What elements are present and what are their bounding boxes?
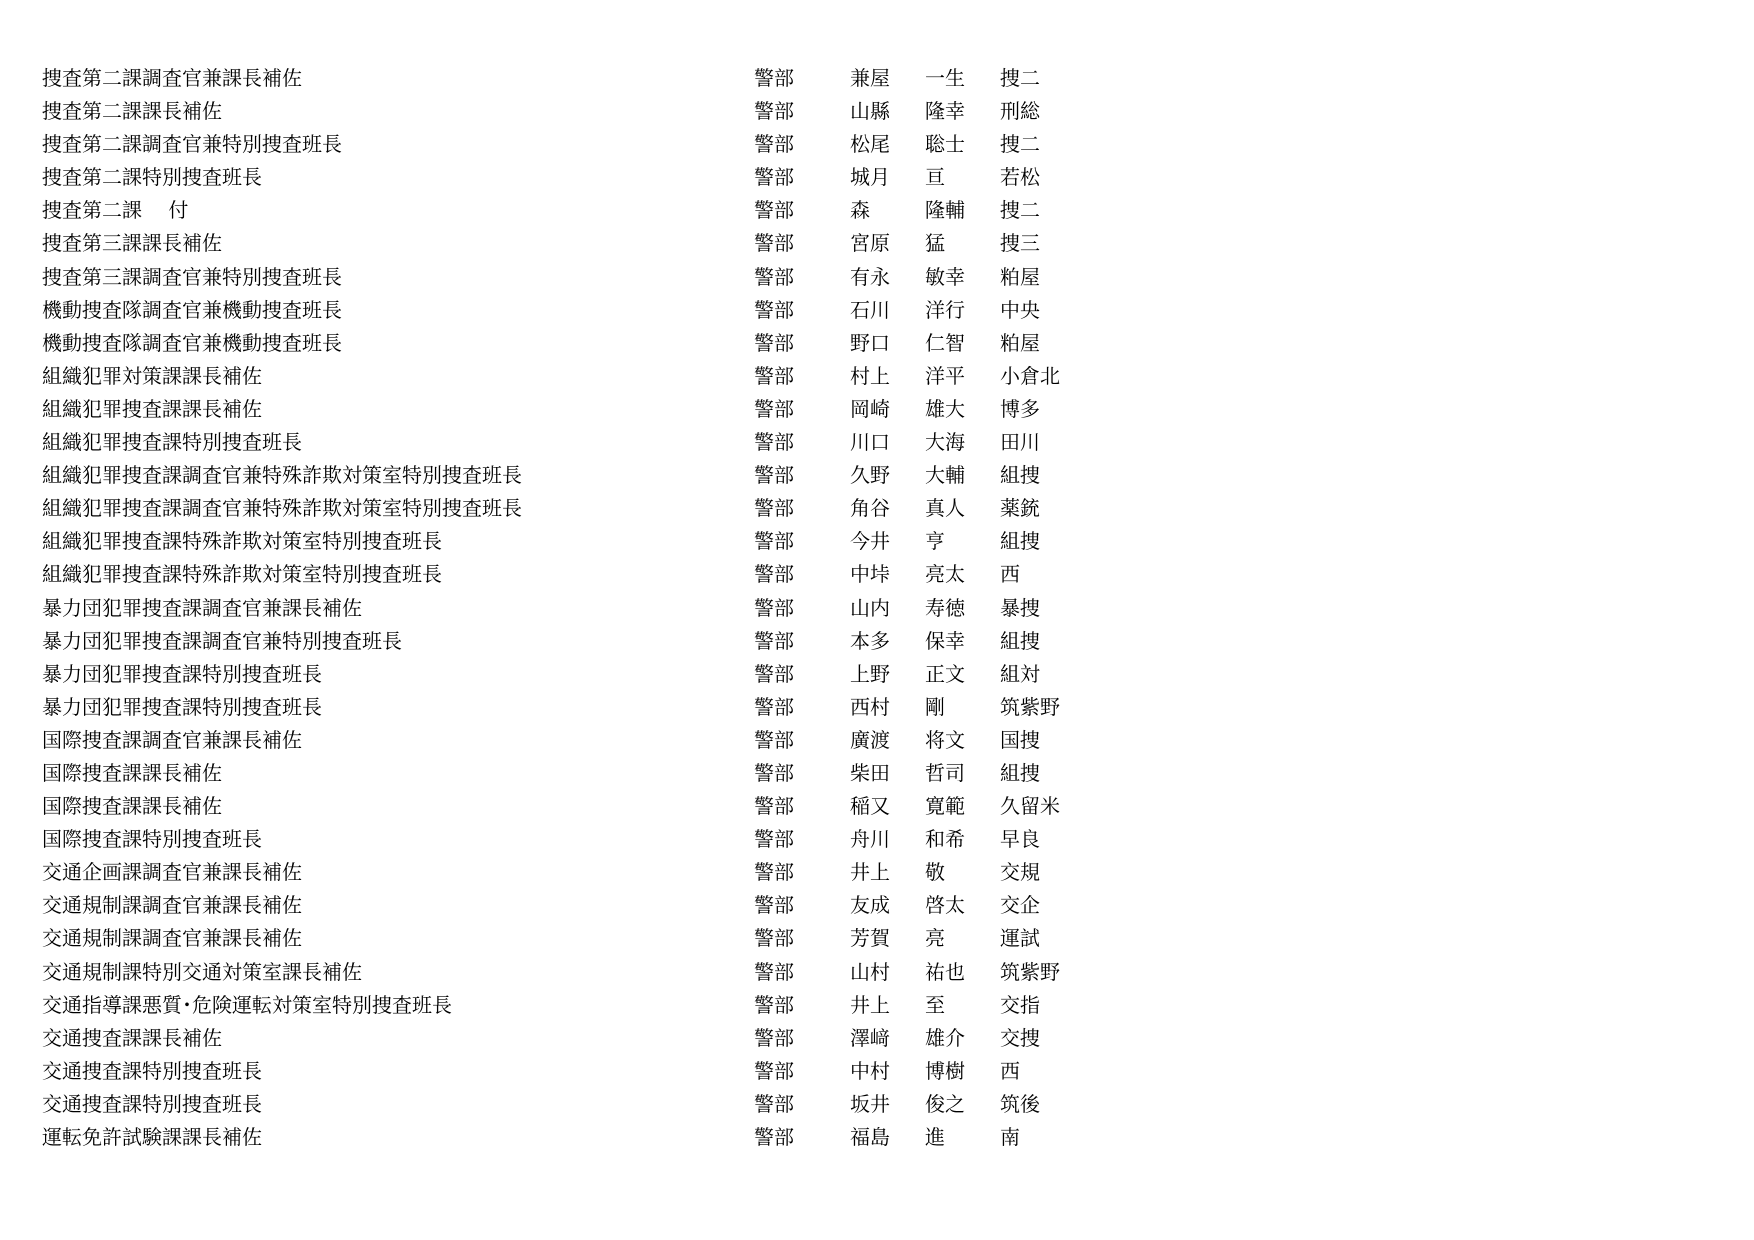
roster-row — [42, 790, 1082, 823]
position-title: 組織犯罪捜査課特別捜査班長 — [42, 430, 302, 455]
roster-row — [42, 426, 1082, 459]
rank: 警部 — [754, 827, 794, 852]
surname: 山村 — [850, 959, 890, 984]
roster-row — [42, 62, 1082, 95]
surname: 有永 — [850, 264, 890, 289]
position-title: 交通捜査課課長補佐 — [42, 1025, 222, 1050]
rank: 警部 — [754, 463, 794, 488]
rank: 警部 — [754, 694, 794, 719]
given-name: 正文 — [925, 661, 965, 686]
rank: 警部 — [754, 330, 794, 355]
surname: 上野 — [850, 661, 890, 686]
previous-department: 組捜 — [1000, 760, 1040, 785]
roster-row — [42, 492, 1082, 525]
given-name: 敏幸 — [925, 264, 965, 289]
given-name: 真人 — [925, 496, 965, 521]
surname: 中村 — [850, 1058, 890, 1083]
rank: 警部 — [754, 926, 794, 951]
position-title: 交通規制課調査官兼課長補佐 — [42, 893, 302, 918]
surname: 城月 — [850, 165, 890, 190]
roster-row — [42, 161, 1082, 194]
surname: 友成 — [850, 893, 890, 918]
previous-department: 筑紫野 — [1000, 959, 1060, 984]
given-name: 聡士 — [925, 132, 965, 157]
position-title: 暴力団犯罪捜査課特別捜査班長 — [42, 661, 322, 686]
position-title: 組織犯罪捜査課特殊詐欺対策室特別捜査班長 — [42, 529, 442, 554]
surname: 西村 — [850, 694, 890, 719]
surname: 野口 — [850, 330, 890, 355]
given-name: 隆幸 — [925, 99, 965, 124]
rank: 警部 — [754, 165, 794, 190]
given-name: 洋平 — [925, 363, 965, 388]
rank: 警部 — [754, 1091, 794, 1116]
position-title: 交通捜査課特別捜査班長 — [42, 1058, 262, 1083]
surname: 森 — [850, 198, 870, 223]
rank: 警部 — [754, 496, 794, 521]
previous-department: 若松 — [1000, 165, 1040, 190]
previous-department: 博多 — [1000, 396, 1040, 421]
given-name: 亮太 — [925, 562, 965, 587]
given-name: 寛範 — [925, 794, 965, 819]
previous-department: 筑紫野 — [1000, 694, 1060, 719]
previous-department: 交企 — [1000, 893, 1040, 918]
previous-department: 組対 — [1000, 661, 1040, 686]
given-name: 至 — [925, 992, 945, 1017]
rank: 警部 — [754, 529, 794, 554]
roster-row — [42, 128, 1082, 161]
surname: 山内 — [850, 595, 890, 620]
roster-row — [42, 227, 1082, 260]
position-title: 暴力団犯罪捜査課調査官兼課長補佐 — [42, 595, 362, 620]
rank: 警部 — [754, 430, 794, 455]
roster-row — [42, 294, 1082, 327]
roster-row — [42, 261, 1082, 294]
previous-department: 南 — [1000, 1125, 1020, 1149]
roster-row — [42, 922, 1082, 955]
rank: 警部 — [754, 562, 794, 587]
rank: 警部 — [754, 992, 794, 1017]
position-title: 捜査第三課調査官兼特別捜査班長 — [42, 264, 342, 289]
surname: 井上 — [850, 992, 890, 1017]
previous-department: 刑総 — [1000, 99, 1040, 124]
given-name: 猛 — [925, 231, 945, 256]
surname: 芳賀 — [850, 926, 890, 951]
roster-row — [42, 360, 1082, 393]
rank: 警部 — [754, 727, 794, 752]
given-name: 亨 — [925, 529, 945, 554]
roster-row — [42, 658, 1082, 691]
roster-row — [42, 1055, 1082, 1088]
given-name: 哲司 — [925, 760, 965, 785]
rank: 警部 — [754, 595, 794, 620]
surname: 宮原 — [850, 231, 890, 256]
previous-department: 小倉北 — [1000, 363, 1060, 388]
given-name: 啓太 — [925, 893, 965, 918]
roster-row — [42, 625, 1082, 658]
roster-row — [42, 1121, 1082, 1154]
roster-row — [42, 95, 1082, 128]
previous-department: 中央 — [1000, 297, 1040, 322]
surname: 舟川 — [850, 827, 890, 852]
position-title: 運転免許試験課課長補佐 — [42, 1125, 262, 1149]
position-title: 交通指導課悪質･危険運転対策室特別捜査班長 — [42, 992, 452, 1017]
previous-department: 捜二 — [1000, 66, 1040, 90]
position-title: 捜査第二課 付 — [42, 198, 189, 223]
given-name: 亘 — [925, 165, 945, 190]
roster-row — [42, 525, 1082, 558]
surname: 澤﨑 — [850, 1025, 890, 1050]
position-title: 捜査第二課調査官兼課長補佐 — [42, 66, 302, 90]
rank: 警部 — [754, 198, 794, 223]
previous-department: 久留米 — [1000, 794, 1060, 819]
previous-department: 捜三 — [1000, 231, 1040, 256]
surname: 柴田 — [850, 760, 890, 785]
surname: 中垰 — [850, 562, 890, 587]
position-title: 暴力団犯罪捜査課調査官兼特別捜査班長 — [42, 628, 402, 653]
surname: 川口 — [850, 430, 890, 455]
surname: 福島 — [850, 1125, 890, 1149]
rank: 警部 — [754, 99, 794, 124]
roster-row — [42, 459, 1082, 492]
position-title: 組織犯罪捜査課調査官兼特殊詐欺対策室特別捜査班長 — [42, 496, 522, 521]
position-title: 国際捜査課調査官兼課長補佐 — [42, 727, 302, 752]
surname: 久野 — [850, 463, 890, 488]
surname: 岡崎 — [850, 396, 890, 421]
given-name: 隆輔 — [925, 198, 965, 223]
given-name: 博樹 — [925, 1058, 965, 1083]
given-name: 進 — [925, 1125, 945, 1149]
roster-row — [42, 956, 1082, 989]
roster-row — [42, 194, 1082, 227]
roster-row — [42, 393, 1082, 426]
position-title: 捜査第二課特別捜査班長 — [42, 165, 262, 190]
position-title: 機動捜査隊調査官兼機動捜査班長 — [42, 330, 342, 355]
position-title: 交通企画課調査官兼課長補佐 — [42, 860, 302, 885]
surname: 今井 — [850, 529, 890, 554]
roster-row — [42, 889, 1082, 922]
position-title: 暴力団犯罪捜査課特別捜査班長 — [42, 694, 322, 719]
previous-department: 粕屋 — [1000, 330, 1040, 355]
position-title: 捜査第三課課長補佐 — [42, 231, 222, 256]
given-name: 将文 — [925, 727, 965, 752]
previous-department: 運試 — [1000, 926, 1040, 951]
roster-row — [42, 558, 1082, 591]
surname: 本多 — [850, 628, 890, 653]
previous-department: 交捜 — [1000, 1025, 1040, 1050]
position-title: 国際捜査課課長補佐 — [42, 760, 222, 785]
rank: 警部 — [754, 264, 794, 289]
rank: 警部 — [754, 363, 794, 388]
given-name: 祐也 — [925, 959, 965, 984]
previous-department: 西 — [1000, 1058, 1020, 1083]
position-title: 交通規制課特別交通対策室課長補佐 — [42, 959, 362, 984]
rank: 警部 — [754, 1025, 794, 1050]
position-title: 組織犯罪捜査課課長補佐 — [42, 396, 262, 421]
previous-department: 薬銃 — [1000, 496, 1040, 521]
rank: 警部 — [754, 661, 794, 686]
position-title: 交通規制課調査官兼課長補佐 — [42, 926, 302, 951]
rank: 警部 — [754, 132, 794, 157]
position-title: 交通捜査課特別捜査班長 — [42, 1091, 262, 1116]
rank: 警部 — [754, 628, 794, 653]
given-name: 大海 — [925, 430, 965, 455]
given-name: 雄大 — [925, 396, 965, 421]
previous-department: 暴捜 — [1000, 595, 1040, 620]
previous-department: 交規 — [1000, 860, 1040, 885]
given-name: 洋行 — [925, 297, 965, 322]
surname: 坂井 — [850, 1091, 890, 1116]
rank: 警部 — [754, 959, 794, 984]
previous-department: 国捜 — [1000, 727, 1040, 752]
position-title: 組織犯罪対策課課長補佐 — [42, 363, 262, 388]
rank: 警部 — [754, 66, 794, 90]
rank: 警部 — [754, 1058, 794, 1083]
personnel-roster — [42, 62, 1082, 1154]
given-name: 敬 — [925, 860, 945, 885]
previous-department: 早良 — [1000, 827, 1040, 852]
surname: 稲又 — [850, 794, 890, 819]
given-name: 剛 — [925, 694, 945, 719]
roster-row — [42, 856, 1082, 889]
given-name: 和希 — [925, 827, 965, 852]
roster-row — [42, 592, 1082, 625]
surname: 村上 — [850, 363, 890, 388]
previous-department: 捜二 — [1000, 198, 1040, 223]
surname: 兼屋 — [850, 66, 890, 90]
previous-department: 交指 — [1000, 992, 1040, 1017]
rank: 警部 — [754, 860, 794, 885]
roster-row — [42, 327, 1082, 360]
rank: 警部 — [754, 893, 794, 918]
rank: 警部 — [754, 794, 794, 819]
rank: 警部 — [754, 231, 794, 256]
given-name: 亮 — [925, 926, 945, 951]
previous-department: 田川 — [1000, 430, 1040, 455]
given-name: 仁智 — [925, 330, 965, 355]
previous-department: 組捜 — [1000, 463, 1040, 488]
given-name: 保幸 — [925, 628, 965, 653]
given-name: 俊之 — [925, 1091, 965, 1116]
given-name: 寿徳 — [925, 595, 965, 620]
position-title: 組織犯罪捜査課特殊詐欺対策室特別捜査班長 — [42, 562, 442, 587]
roster-row — [42, 1088, 1082, 1121]
position-title: 捜査第二課課長補佐 — [42, 99, 222, 124]
surname: 角谷 — [850, 496, 890, 521]
previous-department: 筑後 — [1000, 1091, 1040, 1116]
given-name: 一生 — [925, 66, 965, 90]
roster-row — [42, 691, 1082, 724]
surname: 廣渡 — [850, 727, 890, 752]
position-title: 組織犯罪捜査課調査官兼特殊詐欺対策室特別捜査班長 — [42, 463, 522, 488]
position-title: 捜査第二課調査官兼特別捜査班長 — [42, 132, 342, 157]
previous-department: 西 — [1000, 562, 1020, 587]
previous-department: 組捜 — [1000, 529, 1040, 554]
previous-department: 捜二 — [1000, 132, 1040, 157]
roster-row — [42, 823, 1082, 856]
position-title: 国際捜査課特別捜査班長 — [42, 827, 262, 852]
surname: 山縣 — [850, 99, 890, 124]
position-title: 国際捜査課課長補佐 — [42, 794, 222, 819]
rank: 警部 — [754, 297, 794, 322]
roster-row — [42, 989, 1082, 1022]
given-name: 大輔 — [925, 463, 965, 488]
roster-row — [42, 724, 1082, 757]
rank: 警部 — [754, 1125, 794, 1149]
roster-row — [42, 1022, 1082, 1055]
surname: 石川 — [850, 297, 890, 322]
surname: 松尾 — [850, 132, 890, 157]
roster-row — [42, 757, 1082, 790]
rank: 警部 — [754, 396, 794, 421]
position-title: 機動捜査隊調査官兼機動捜査班長 — [42, 297, 342, 322]
given-name: 雄介 — [925, 1025, 965, 1050]
rank: 警部 — [754, 760, 794, 785]
surname: 井上 — [850, 860, 890, 885]
previous-department: 粕屋 — [1000, 264, 1040, 289]
previous-department: 組捜 — [1000, 628, 1040, 653]
